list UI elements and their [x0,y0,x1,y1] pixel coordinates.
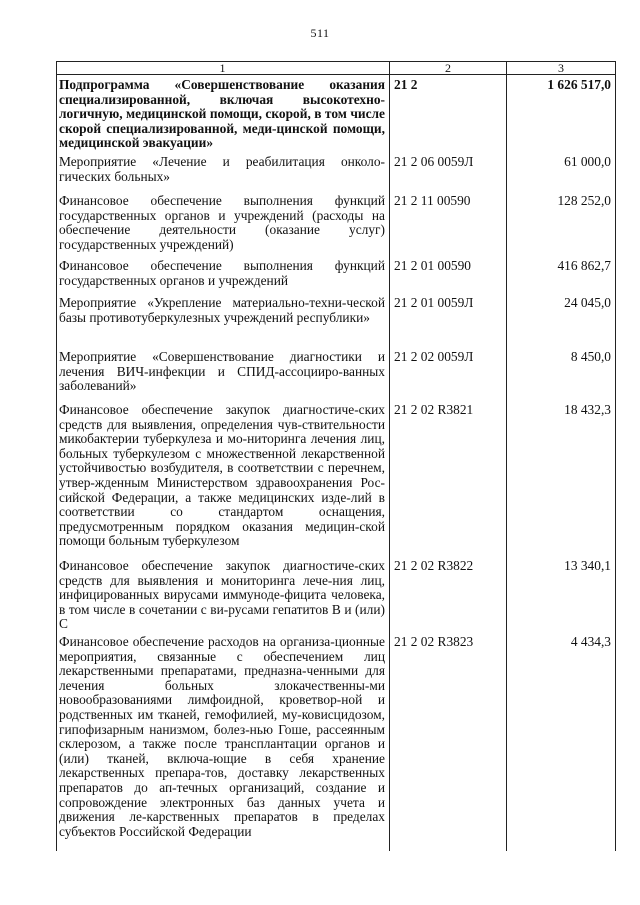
row-amount: 416 862,7 [557,258,611,273]
column-header-1: 1 [219,61,226,75]
column-left-border [56,61,57,851]
row-amount: 1 626 517,0 [547,77,611,92]
row-code: 21 2 06 0059Л [394,154,474,169]
row-name: Мероприятие «Укрепление материально-техни-ческой базы противотуберкулезных учреждений республики» [59,295,385,325]
row-name: Финансовое обеспечение закупок диагностиче-ских средств для выявления и мониторинга лече-ния лиц, инфицированных вирусами иммуноде-фицита человека, в том числе в сочетании с ви-русами гепатитов В и (или) С [59,558,385,632]
column-right-border [615,61,616,851]
row-code: 21 2 02 R3822 [394,558,474,573]
row-amount: 128 252,0 [557,193,611,208]
page-number: 511 [310,26,330,40]
row-code: 21 2 02 R3821 [394,402,474,417]
column-divider-2 [506,61,507,851]
row-code: 21 2 02 0059Л [394,349,474,364]
column-header-3: 3 [558,61,564,75]
column-header-2: 2 [445,61,451,75]
row-code: 21 2 02 R3823 [394,634,474,649]
row-code: 21 2 11 00590 [394,193,471,208]
column-divider-1 [389,61,390,851]
row-amount: 24 045,0 [564,295,611,310]
row-name: Финансовое обеспечение выполнения функций государственных органов и учреждений [59,258,385,288]
row-name: Финансовое обеспечение выполнения функций государственных органов и учреждений (расходы на обеспечение деятельности (оказание услуг) государственных учреждений) [59,193,385,252]
row-amount: 13 340,1 [564,558,611,573]
row-name: Финансовое обеспечение закупок диагностиче-ских средств для выявления, определения чув-ствительности микобактерии туберкулеза и мо-ниторинга лечения лиц, больных туберкулезом с множественной лекарственной устойчивостью возбудителя, в соответствии с перечнем, утвер-жденным Министерством здравоохранения Рос-сийской Федерации, а также медицинских изде-лий в соответствии со стандартом оснащения, предусмотренным порядком оказания медицин-ской помощи больным туберкулезом [59,402,385,549]
row-amount: 18 432,3 [564,402,611,417]
row-code: 21 2 01 0059Л [394,295,474,310]
row-code: 21 2 [394,77,418,92]
row-code: 21 2 01 00590 [394,258,471,273]
header-bottom-border [56,74,616,75]
row-name-subprogram: Подпрограмма «Совершенствование оказания специализированной, включая высокотехно-логичную, медицинской помощи, скорой, в том числе скорой специализированной, меди-цинской помощи, медицинской эвакуации» [59,77,385,151]
row-amount: 4 434,3 [570,634,611,649]
row-amount: 8 450,0 [570,349,611,364]
row-name: Финансовое обеспечение расходов на организа-ционные мероприятия, связанные с обеспечением лиц лекарственными препаратами, предназна-ченными для лечения больных злокачественны-ми новообразованиями лимфоидной, кроветвор-ной и родственных им тканей, гемофилией, му-ковисцидозом, гипофизарным нанизмом, болез-нью Гоше, рассеянным склерозом, а также после трансплантации органов и (или) тканей, включа-ющие в себя хранение лекарственных препара-тов, доставку лекарственных препаратов до ап-течных организаций, создание и сопровождение электронных баз данных учета и движения ле-карственных препаратов в пределах субъектов Российской Федерации [59,634,385,839]
row-name: Мероприятие «Совершенствование диагностики и лечения ВИЧ-инфекции и СПИД-ассоцииро-ванных заболеваний» [59,349,385,394]
row-name: Мероприятие «Лечение и реабилитация онколо-гических больных» [59,154,385,184]
budget-table [56,61,616,851]
row-amount: 61 000,0 [564,154,611,169]
